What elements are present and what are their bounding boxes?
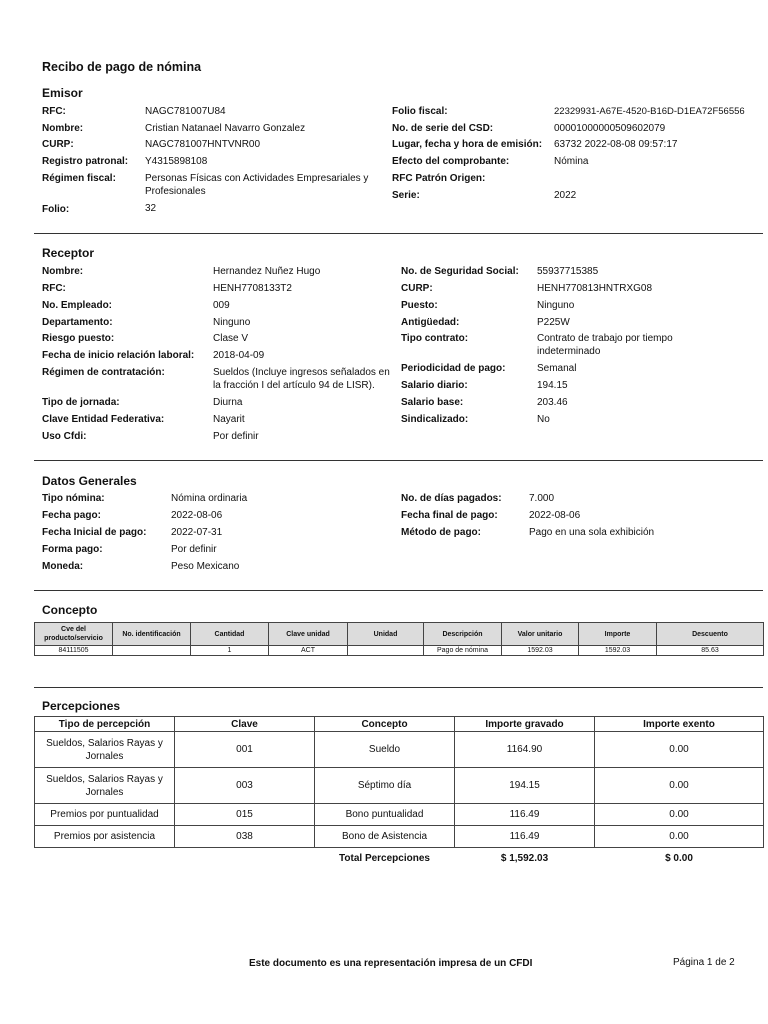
table-cell: 116.49 bbox=[455, 826, 595, 848]
column-header: Concepto bbox=[315, 717, 455, 732]
fecha-pago-label: Fecha pago: bbox=[42, 510, 101, 521]
table-cell: Séptimo día bbox=[315, 768, 455, 804]
page-number: Página 1 de 2 bbox=[673, 957, 735, 968]
sindicalizado-value: No bbox=[537, 414, 550, 425]
tipo-jornada-label: Tipo de jornada: bbox=[42, 397, 120, 408]
table-cell bbox=[175, 848, 315, 870]
table-cell: 0.00 bbox=[595, 804, 764, 826]
emisor-folio-label: Folio: bbox=[42, 204, 70, 215]
column-header: Cantidad bbox=[191, 623, 269, 646]
table-row bbox=[35, 732, 764, 768]
section-divider bbox=[34, 460, 763, 461]
table-cell: Sueldos, Salarios Rayas y Jornales bbox=[35, 732, 175, 768]
table-row bbox=[35, 646, 764, 656]
dias-pagados-label: No. de días pagados: bbox=[401, 493, 502, 504]
table-row bbox=[35, 804, 764, 826]
antiguedad-label: Antigüedad: bbox=[401, 317, 460, 328]
uso-cfdi-value: Por definir bbox=[213, 431, 259, 442]
lugar-fecha-emision-value: 63732 2022-08-08 09:57:17 bbox=[554, 139, 678, 150]
puesto-value: Ninguno bbox=[537, 300, 575, 311]
rfc-patron-origen-label: RFC Patrón Origen: bbox=[392, 173, 486, 184]
serie-value: 2022 bbox=[554, 190, 577, 201]
table-cell: 116.49 bbox=[455, 804, 595, 826]
emisor-curp-label: CURP: bbox=[42, 139, 74, 150]
folio-fiscal-label: Folio fiscal: bbox=[392, 106, 448, 117]
no-empleado-value: 009 bbox=[213, 300, 230, 311]
table-cell: Premios por puntualidad bbox=[35, 804, 175, 826]
emisor-nombre-value: Cristian Natanael Navarro Gonzalez bbox=[145, 123, 306, 134]
column-header: Clave unidad bbox=[269, 623, 348, 646]
concepto-table bbox=[34, 622, 764, 656]
tipo-contrato-label: Tipo contrato: bbox=[401, 333, 469, 344]
column-header: Tipo de percepción bbox=[35, 717, 175, 732]
lugar-fecha-emision-label: Lugar, fecha y hora de emisión: bbox=[392, 139, 543, 150]
percepciones-header-row bbox=[35, 717, 764, 732]
periodicidad-pago-label: Periodicidad de pago: bbox=[401, 363, 506, 374]
section-divider bbox=[34, 590, 763, 591]
total-exento: $ 0.00 bbox=[665, 853, 693, 865]
dias-pagados-value: 7.000 bbox=[529, 493, 555, 504]
column-header: Descripción bbox=[424, 623, 502, 646]
salario-diario-value: 194.15 bbox=[537, 380, 568, 391]
antiguedad-value: P225W bbox=[537, 317, 570, 328]
moneda-label: Moneda: bbox=[42, 561, 84, 572]
concepto-header-row bbox=[35, 623, 764, 646]
receptor-rfc-label: RFC: bbox=[42, 283, 66, 294]
riesgo-puesto-value: Clase V bbox=[213, 333, 249, 344]
table-cell: 1592.03 bbox=[579, 646, 657, 656]
serie-csd-label: No. de serie del CSD: bbox=[392, 123, 494, 134]
fecha-final-pago-label: Fecha final de pago: bbox=[401, 510, 498, 521]
tipo-jornada-value: Diurna bbox=[213, 397, 243, 408]
puesto-label: Puesto: bbox=[401, 300, 438, 311]
percepciones-heading: Percepciones bbox=[42, 699, 121, 713]
percepciones-table bbox=[34, 716, 764, 870]
regimen-contratacion-label: Régimen de contratación: bbox=[42, 367, 165, 378]
fecha-inicio-relacion-label: Fecha de inicio relación laboral: bbox=[42, 350, 195, 361]
total-percepciones-label: Total Percepciones bbox=[339, 853, 430, 865]
column-header: Importe gravado bbox=[455, 717, 595, 732]
table-cell: Sueldo bbox=[315, 732, 455, 768]
no-seguridad-social-label: No. de Seguridad Social: bbox=[401, 266, 519, 277]
fecha-final-pago-value: 2022-08-06 bbox=[529, 510, 581, 521]
table-cell: Sueldos, Salarios Rayas y Jornales bbox=[35, 768, 175, 804]
tipo-nomina-value: Nómina ordinaria bbox=[171, 493, 248, 504]
table-cell: 0.00 bbox=[595, 732, 764, 768]
total-gravado: $ 1,592.03 bbox=[500, 853, 549, 865]
serie-label: Serie: bbox=[392, 190, 420, 201]
emisor-folio-value: 32 bbox=[145, 203, 157, 214]
table-cell: 85.63 bbox=[657, 646, 764, 656]
section-divider bbox=[34, 233, 763, 234]
departamento-value: Ninguno bbox=[213, 317, 251, 328]
total-row bbox=[35, 848, 764, 870]
document-title: Recibo de pago de nómina bbox=[42, 60, 202, 74]
emisor-registro-patronal-label: Registro patronal: bbox=[42, 156, 129, 167]
receptor-curp-value: HENH770813HNTRXG08 bbox=[537, 283, 653, 294]
clave-entidad-value: Nayarit bbox=[213, 414, 245, 425]
table-cell: Premios por asistencia bbox=[35, 826, 175, 848]
section-divider bbox=[34, 687, 763, 688]
fecha-inicial-pago-label: Fecha Inicial de pago: bbox=[42, 527, 147, 538]
receptor-nombre-value: Hernandez Nuñez Hugo bbox=[213, 266, 321, 277]
riesgo-puesto-label: Riesgo puesto: bbox=[42, 333, 115, 344]
table-cell: 0.00 bbox=[595, 826, 764, 848]
tipo-contrato-value: Contrato de trabajo por tiempo indeterminado bbox=[537, 333, 673, 357]
regimen-contratacion-value: Sueldos (Incluye ingresos señalados en la fracción I del artículo 94 de LISR). bbox=[213, 367, 390, 391]
table-cell: Pago de nómina bbox=[424, 646, 502, 656]
clave-entidad-label: Clave Entidad Federativa: bbox=[42, 414, 165, 425]
forma-pago-value: Por definir bbox=[171, 544, 217, 555]
emisor-regimen-fiscal-value: Personas Físicas con Actividades Empresariales y Profesionales bbox=[145, 173, 369, 197]
table-cell: ACT bbox=[269, 646, 348, 656]
column-header: Descuento bbox=[657, 623, 764, 646]
emisor-regimen-fiscal-label: Régimen fiscal: bbox=[42, 173, 116, 184]
table-cell bbox=[113, 646, 191, 656]
table-cell: 1164.90 bbox=[455, 732, 595, 768]
metodo-pago-label: Método de pago: bbox=[401, 527, 481, 538]
efecto-comprobante-value: Nómina bbox=[554, 156, 589, 167]
salario-base-label: Salario base: bbox=[401, 397, 464, 408]
table-cell: 1 bbox=[191, 646, 269, 656]
emisor-registro-patronal-value: Y4315898108 bbox=[145, 156, 208, 167]
table-cell bbox=[348, 646, 424, 656]
moneda-value: Peso Mexicano bbox=[171, 561, 240, 572]
fecha-pago-value: 2022-08-06 bbox=[171, 510, 223, 521]
salario-base-value: 203.46 bbox=[537, 397, 568, 408]
fecha-inicio-relacion-value: 2018-04-09 bbox=[213, 350, 265, 361]
emisor-rfc-label: RFC: bbox=[42, 106, 66, 117]
forma-pago-label: Forma pago: bbox=[42, 544, 103, 555]
efecto-comprobante-label: Efecto del comprobante: bbox=[392, 156, 510, 167]
receptor-heading: Receptor bbox=[42, 246, 95, 260]
table-cell: 015 bbox=[175, 804, 315, 826]
emisor-nombre-label: Nombre: bbox=[42, 123, 84, 134]
column-header: Importe bbox=[579, 623, 657, 646]
table-cell: 001 bbox=[175, 732, 315, 768]
column-header: Clave bbox=[175, 717, 315, 732]
table-row bbox=[35, 826, 764, 848]
table-cell: 84111505 bbox=[35, 646, 113, 656]
metodo-pago-value: Pago en una sola exhibición bbox=[529, 527, 655, 538]
table-row bbox=[35, 768, 764, 804]
receptor-rfc-value: HENH7708133T2 bbox=[213, 283, 292, 294]
folio-fiscal-value: 22329931-A67E-4520-B16D-D1EA72F56556 bbox=[554, 106, 745, 117]
cfdi-footer-note: Este documento es una representación impresa de un CFDI bbox=[249, 958, 533, 969]
no-empleado-label: No. Empleado: bbox=[42, 300, 113, 311]
table-cell bbox=[35, 848, 175, 870]
no-seguridad-social-value: 55937715385 bbox=[537, 266, 599, 277]
column-header: No. identificación bbox=[113, 623, 191, 646]
table-cell: 194.15 bbox=[455, 768, 595, 804]
column-header: Valor unitario bbox=[502, 623, 579, 646]
emisor-rfc-value: NAGC781007U84 bbox=[145, 106, 226, 117]
emisor-heading: Emisor bbox=[42, 86, 83, 100]
fecha-inicial-pago-value: 2022-07-31 bbox=[171, 527, 223, 538]
table-cell: 0.00 bbox=[595, 768, 764, 804]
column-header: Unidad bbox=[348, 623, 424, 646]
emisor-curp-value: NAGC781007HNTVNR00 bbox=[145, 139, 261, 150]
concepto-heading: Concepto bbox=[42, 603, 98, 617]
table-cell: 038 bbox=[175, 826, 315, 848]
tipo-nomina-label: Tipo nómina: bbox=[42, 493, 105, 504]
receptor-curp-label: CURP: bbox=[401, 283, 433, 294]
table-cell: Bono puntualidad bbox=[315, 804, 455, 826]
column-header: Importe exento bbox=[595, 717, 764, 732]
salario-diario-label: Salario diario: bbox=[401, 380, 468, 391]
table-cell: Bono de Asistencia bbox=[315, 826, 455, 848]
column-header: Cve del producto/servicio bbox=[35, 623, 113, 646]
uso-cfdi-label: Uso Cfdi: bbox=[42, 431, 87, 442]
table-cell: 003 bbox=[175, 768, 315, 804]
departamento-label: Departamento: bbox=[42, 317, 113, 328]
table-cell: 1592.03 bbox=[502, 646, 579, 656]
receptor-nombre-label: Nombre: bbox=[42, 266, 84, 277]
serie-csd-value: 00001000000509602079 bbox=[554, 123, 666, 134]
sindicalizado-label: Sindicalizado: bbox=[401, 414, 469, 425]
datos-generales-heading: Datos Generales bbox=[42, 474, 137, 488]
periodicidad-pago-value: Semanal bbox=[537, 363, 577, 374]
